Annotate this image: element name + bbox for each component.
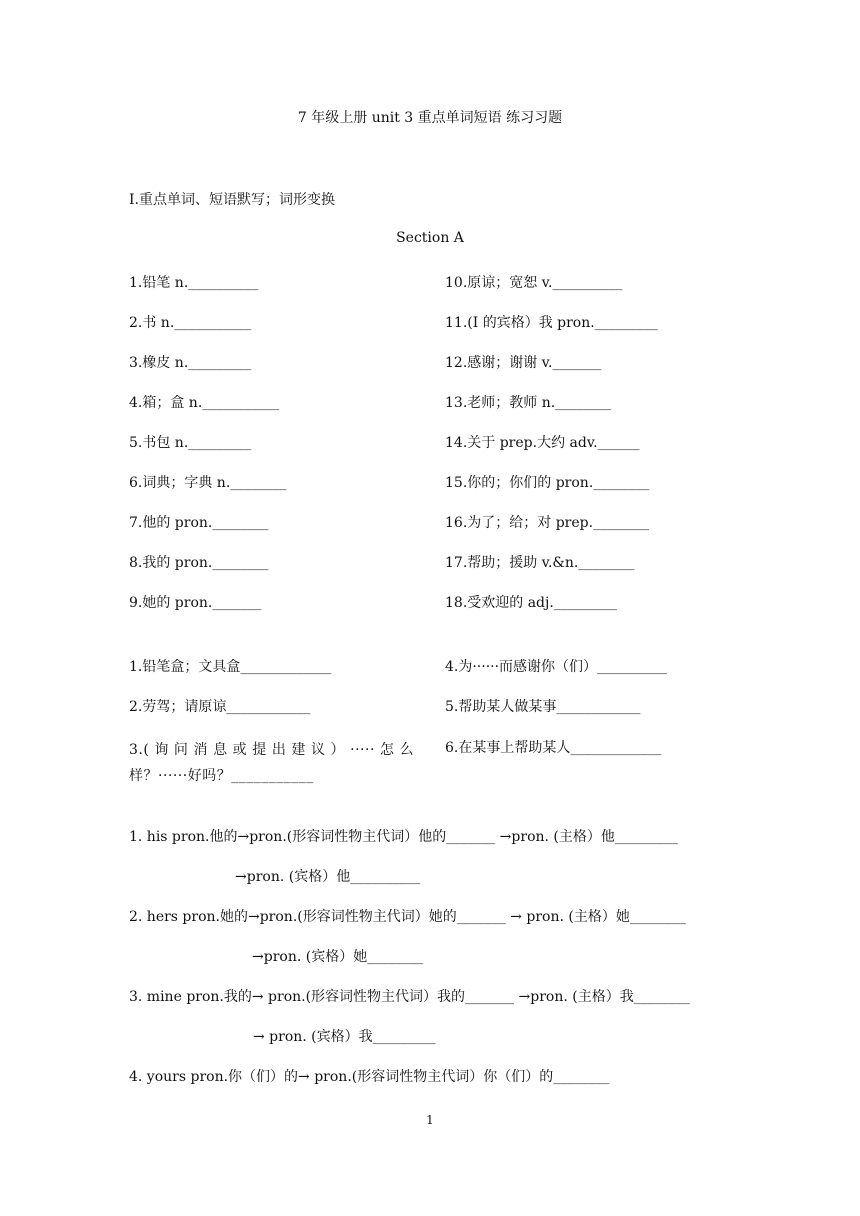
phrase-item: 6.在某事上帮助某人_____________ [445,740,662,756]
transform-line: →pron. (宾格）她________ [252,949,424,965]
part-heading: I.重点单词、短语默写；词形变换 [129,192,335,208]
word-item: 6.词典；字典 n.________ [129,475,287,491]
phrase-item: 1.铅笔盒；文具盒_____________ [129,659,332,675]
word-item: 13.老师；教师 n.________ [445,395,612,411]
word-item: 3.橡皮 n._________ [129,355,252,371]
word-item: 17.帮助；援助 v.&n.________ [445,555,635,571]
word-item: 10.原谅；宽恕 v.__________ [445,275,623,291]
word-item: 4.箱；盒 n.___________ [129,395,280,411]
transform-line: 3. mine pron.我的→ pron.(形容词性物主代词）我的_______ →pron. (主格）我________ [129,989,690,1005]
phrase-item: 2.劳驾；请原谅____________ [129,699,311,715]
word-item: 9.她的 pron._______ [129,595,262,611]
word-item: 14.关于 prep.大约 adv.______ [445,435,640,451]
page-title: 7 年级上册 unit 3 重点单词短语 练习习题 [297,110,563,126]
word-item: 11.(I 的宾格）我 pron._________ [445,315,658,331]
section-label: Section A [396,230,464,246]
transform-line: 4. yours pron.你（们）的→ pron.(形容词性物主代词）你（们）的________ [129,1069,610,1085]
word-item: 18.受欢迎的 adj._________ [445,595,617,611]
transform-line: 2. hers pron.她的→pron.(形容词性物主代词）她的_______ → pron. (主格）她________ [129,909,686,925]
word-item: 7.他的 pron.________ [129,515,269,531]
phrase-item: 3.( 询 问 消 息 或 提 出 建 议 ） ····· 怎 么 样？······好吗？___________ [129,742,414,784]
word-item: 12.感谢；谢谢 v._______ [445,355,602,371]
word-item: 16.为了；给；对 prep.________ [445,515,650,531]
phrase-item: 5.帮助某人做某事____________ [445,699,641,715]
phrase-item: 4.为······而感谢你（们）__________ [445,659,668,675]
word-item: 8.我的 pron.________ [129,555,269,571]
page-number: 1 [426,1113,434,1127]
word-item: 1.铅笔 n.__________ [129,275,259,291]
word-item: 15.你的；你们的 pron.________ [445,475,650,491]
transform-line: 1. his pron.他的→pron.(形容词性物主代词）他的_______ →pron. (主格）他_________ [129,829,678,845]
transform-line: →pron. (宾格）他__________ [235,869,421,885]
transform-line: → pron. (宾格）我_________ [253,1029,436,1045]
word-item: 2.书 n.___________ [129,315,252,331]
word-item: 5.书包 n._________ [129,435,252,451]
